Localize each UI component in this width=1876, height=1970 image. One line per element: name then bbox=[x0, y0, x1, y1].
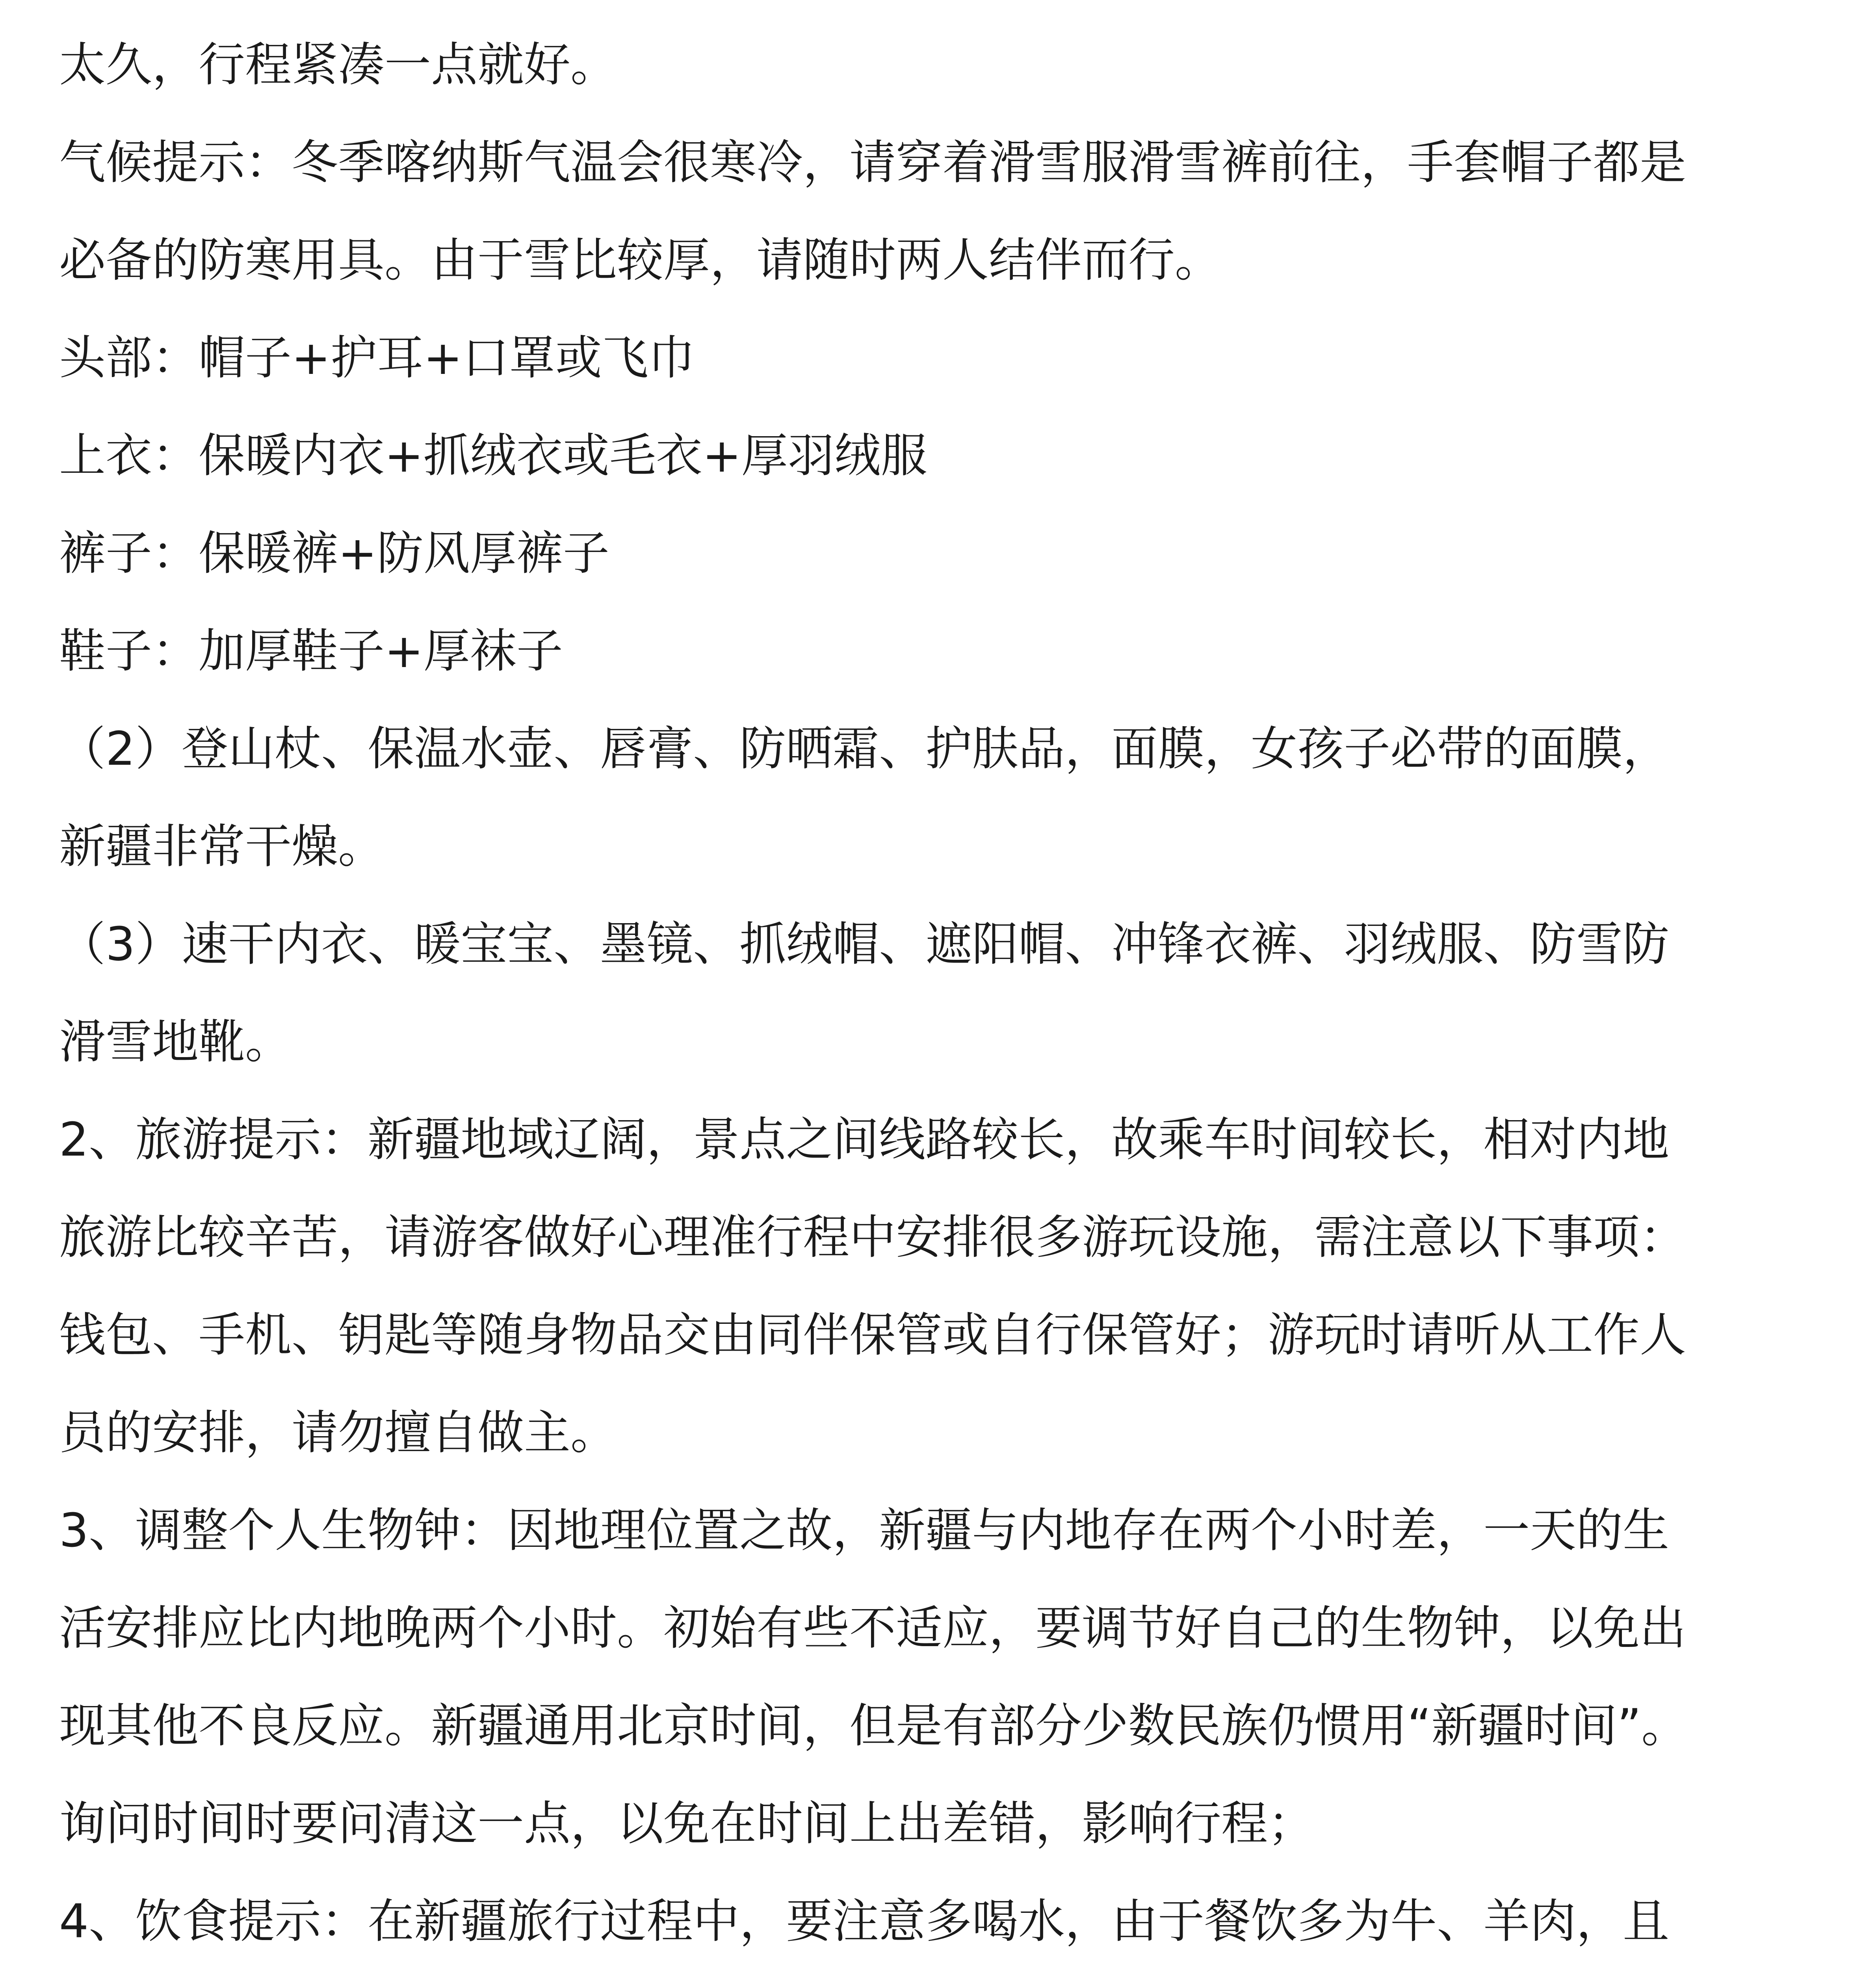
text-line: 太久，行程紧凑一点就好。 bbox=[59, 37, 617, 92]
text-line: （2）登山杖、保温水壶、唇膏、防晒霜、护肤品，面膜，女孩子必带的面膜， bbox=[59, 721, 1670, 776]
text-line: 员的安排，请勿擅自做主。 bbox=[59, 1405, 617, 1460]
text-line: 2、旅游提示：新疆地域辽阔，景点之间线路较长，故乘车时间较长，相对内地 bbox=[59, 1112, 1670, 1167]
text-line: 裤子：保暖裤+防风厚裤子 bbox=[59, 526, 609, 580]
text-line: 旅游比较辛苦，请游客做好心理准行程中安排很多游玩设施，需注意以下事项： bbox=[59, 1210, 1687, 1264]
text-line: 现其他不良反应。新疆通用北京时间，但是有部分少数民族仍惯用“新疆时间”。 bbox=[59, 1699, 1688, 1753]
text-line: （3）速干内衣、暖宝宝、墨镜、抓绒帽、遮阳帽、冲锋衣裤、羽绒服、防雪防 bbox=[59, 917, 1670, 971]
text-line: 滑雪地靴。 bbox=[59, 1015, 292, 1069]
text-line: 询问时间时要问清这一点，以免在时间上出差错，影响行程； bbox=[59, 1796, 1315, 1851]
text-line: 气候提示：冬季喀纳斯气温会很寒冷，请穿着滑雪服滑雪裤前往，手套帽子都是 bbox=[59, 135, 1687, 190]
text-line: 鞋子：加厚鞋子+厚袜子 bbox=[59, 624, 563, 678]
text-line: 新疆非常干燥。 bbox=[59, 819, 385, 873]
text-line: 3、调整个人生物钟：因地理位置之故，新疆与内地存在两个小时差，一天的生 bbox=[59, 1503, 1670, 1557]
text-line: 活安排应比内地晚两个小时。初始有些不适应，要调节好自己的生物钟，以免出 bbox=[59, 1601, 1687, 1655]
text-line: 钱包、手机、钥匙等随身物品交由同伴保管或自行保管好；游玩时请听从工作人 bbox=[59, 1308, 1687, 1362]
text-line: 头部：帽子+护耳+口罩或飞巾 bbox=[59, 331, 695, 385]
text-line: 4、饮食提示：在新疆旅行过程中，要注意多喝水，由于餐饮多为牛、羊肉，且 bbox=[59, 1894, 1670, 1948]
text-line: 上衣：保暖内衣+抓绒衣或毛衣+厚羽绒服 bbox=[59, 428, 927, 483]
text-line: 必备的防寒用具。由于雪比较厚，请随时两人结伴而行。 bbox=[59, 233, 1222, 287]
document-page bbox=[59, 16, 1820, 1970]
